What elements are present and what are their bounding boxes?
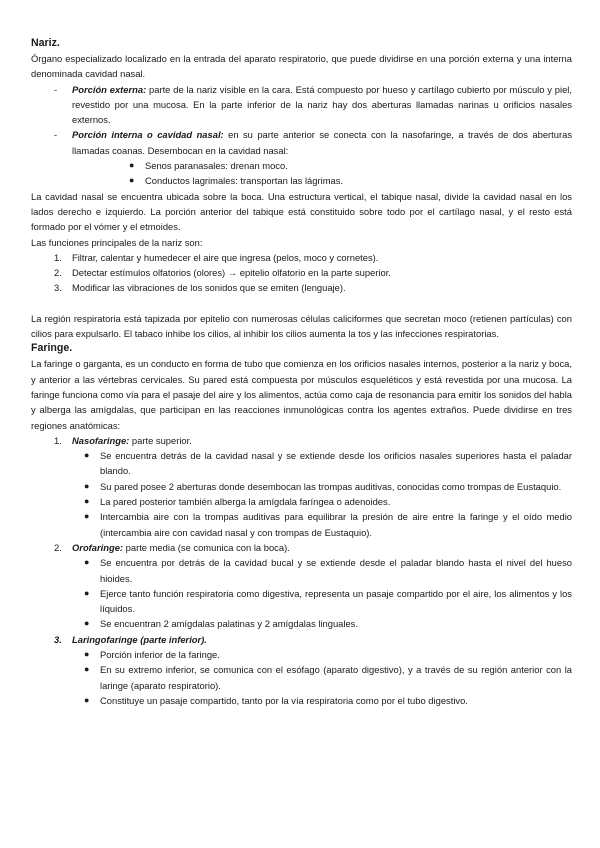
function-item: [31, 280, 572, 295]
bullet-icon: ●: [129, 175, 135, 186]
region-bullet: [31, 586, 572, 617]
region-number: 3.: [54, 633, 62, 645]
portion-text: en su parte anterior se conecta con la nasofaringe, a través de dos aberturas llamadas coanas. Desembocan en la cavidad nasal:: [72, 129, 573, 156]
respiratory-paragraph: La región respiratoria está tapizada por epitelio con numerosas células caliciformes que secretan moco (retienen partículas) con cilios para expulsarlo. El tabaco inhibe los cilios, al inhibir los cilios aumenta la tos y las infecciones respiratorias.: [31, 312, 572, 340]
portion-internal: [31, 127, 572, 158]
bullet-icon: ●: [84, 480, 90, 491]
bullet-icon: ●: [84, 618, 90, 629]
functions-intro: Las funciones principales de la nariz son:: [31, 236, 203, 248]
function-number: 2.: [54, 267, 62, 279]
bullet-icon: ●: [84, 496, 90, 507]
bullet-text: Ejerce tanto función respiratoria como digestiva, representa un pasaje compartido por el aire, los alimentos y los líquidos.: [100, 587, 572, 615]
cavity-paragraph: La cavidad nasal se encuentra ubicada sobre la boca. Una estructura vertical, el tabique nasal, divide la cavidad nasal en los lados derecho e izquierdo. La porción anterior del tabique está constituido sobre todo por el cartílago nasal, y el resto está formado por el vómer y el etmoides.: [31, 190, 572, 233]
portion-label: Porción externa:: [72, 83, 147, 95]
bullet-icon: ●: [129, 160, 135, 171]
region-bullet: [31, 448, 572, 479]
bullet-icon: ●: [84, 450, 90, 461]
coanas-item-text: Senos paranasales: drenan moco.: [145, 160, 288, 172]
coanas-item-text: Conductos lagrimales: transportan las lágrimas.: [145, 175, 344, 187]
region-bullet: [31, 509, 572, 540]
bullet-text: Porción inferior de la faringe.: [100, 648, 220, 660]
portion-label: Porción interna o cavidad nasal:: [72, 129, 224, 141]
region-desc: parte superior.: [129, 434, 192, 446]
region-bullet: [31, 693, 572, 708]
dash-marker: -: [54, 83, 58, 95]
bullet-text: Su pared posee 2 aberturas donde desembocan las trompas auditivas, conocidas como trompas de Eustaquio.: [100, 480, 562, 492]
function-number: 3.: [54, 282, 62, 294]
coanas-item: [31, 158, 572, 173]
faringe-intro: La faringe o garganta, es un conducto en forma de tubo que comienza en los orificios nasales internos, posterior a la nariz y boca, y anterior a las vértebras cervicales. Su pared está compuesta por músculos esqueléticos y está revestida por una mucosa. La faringe funciona como vía para el pasaje del aire y los alimentos, actúa como caja de resonancia para emitir los sonidos del habla y alberga las amígdalas, que participan en las reacciones inmunológicas contra los agentes extraños. Puede dividirse en tres regiones anatómicas:: [31, 358, 572, 431]
bullet-text: Constituye un pasaje compartido, tanto por la vía respiratoria como por el tubo digestivo.: [100, 694, 468, 706]
region-bullet: [31, 616, 572, 631]
bullet-text: La pared posterior también alberga la amígdala faríngea o adenoides.: [100, 496, 391, 508]
function-number: 1.: [54, 251, 62, 263]
spacer: [31, 296, 572, 311]
region-desc: parte media (se comunica con la boca).: [123, 541, 290, 553]
bullet-icon: ●: [84, 648, 90, 659]
faringe-heading: Faringe.: [31, 342, 73, 355]
bullet-text: Se encuentran 2 amígdalas palatinas y 2 amígdalas linguales.: [100, 618, 358, 630]
bullet-icon: ●: [84, 557, 90, 568]
bullet-text: En su extremo inferior, se comunica con el esófago (aparato digestivo), y a través de su región anterior con la laringe (aparato respiratorio).: [100, 664, 572, 691]
bullet-text: Se encuentra por detrás de la cavidad bucal y se extiende desde el paladar blando hasta el nivel del hueso hioides.: [100, 557, 572, 584]
function-text: Modificar las vibraciones de los sonidos que se emiten (lenguaje).: [72, 282, 346, 294]
dash-marker: -: [54, 129, 58, 141]
region-bullet: [31, 647, 572, 662]
region-nasofaringe: [31, 433, 572, 448]
bullet-icon: ●: [84, 587, 90, 598]
bullet-text: Se encuentra detrás de la cavidad nasal y se extiende desde los orificios nasales superiores hasta el paladar blando.: [100, 450, 572, 477]
region-name: Orofaringe:: [72, 541, 124, 553]
region-bullet: [31, 494, 572, 509]
function-text: Filtrar, calentar y humedecer el aire que ingresa (pelos, moco y cornetes).: [72, 251, 379, 263]
region-laringofaringe: [31, 632, 572, 647]
portion-external: [31, 82, 572, 128]
function-item: [31, 250, 572, 265]
region-bullet: [31, 662, 572, 693]
bullet-icon: ●: [84, 664, 90, 675]
region-name: Nasofaringe:: [72, 434, 130, 446]
region-bullet: [31, 479, 572, 494]
region-name: Laringofaringe (parte inferior).: [72, 633, 207, 645]
coanas-item: [31, 173, 572, 188]
function-item: [31, 265, 572, 280]
bullet-text: Intercambia aire con la trompas auditivas para equilibrar la presión de aire entre la faringe y el oído medio (intercambia aire con cavidad nasal y con trompas de Eustaquio).: [100, 511, 572, 538]
portion-text: parte de la nariz visible en la cara. Está compuesto por hueso y cartílago cubierto por músculo y piel, revestido por una mucosa. En la parte inferior de la nariz hay dos aberturas llamadas narinas u orificios nasales externos.: [72, 83, 572, 126]
bullet-icon: ●: [84, 511, 90, 522]
function-text: Detectar estímulos olfatorios (olores) → epitelio olfatorio en la parte superior.: [72, 267, 391, 279]
region-orofaringe: [31, 540, 572, 555]
region-number: 1.: [54, 434, 62, 446]
region-number: 2.: [54, 541, 62, 553]
bullet-icon: ●: [84, 694, 90, 705]
nariz-heading: Nariz.: [31, 37, 60, 49]
region-bullet: [31, 555, 572, 586]
document-page: [31, 36, 572, 708]
nariz-intro: Órgano especializado localizado en la entrada del aparato respiratorio, que puede dividirse en una porción externa y una interna denominada cavidad nasal.: [31, 53, 572, 80]
